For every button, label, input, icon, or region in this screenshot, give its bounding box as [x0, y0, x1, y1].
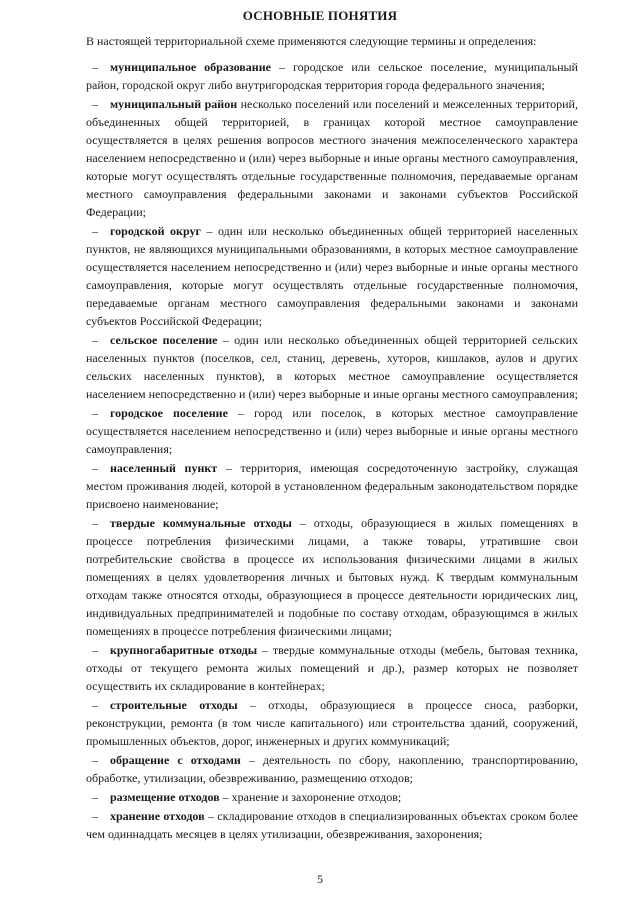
term-name: муниципальное образование — [110, 60, 271, 74]
term-name: населенный пункт — [110, 461, 218, 475]
term-item — [86, 751, 578, 787]
intro-text: В настоящей территориальной схеме применяются следующие термины и определения: — [86, 34, 537, 48]
term-name: размещение отходов — [110, 790, 220, 804]
term-dash: – — [92, 60, 98, 74]
term-name: муниципальный район — [110, 97, 238, 111]
term-dash: – — [92, 333, 98, 347]
term-name: городской округ — [110, 224, 201, 238]
term-dash: – — [92, 97, 98, 111]
term-dash: – — [92, 461, 98, 475]
term-item — [86, 95, 578, 221]
term-item — [86, 222, 578, 330]
term-definition: – отходы, образующиеся в жилых помещениях в процессе потребления физическими лицами, а также товары, утратившие свои потребительские свойства в процессе их использования физическими лицами в жилых помещениях в целях удовлетворения личных и бытовых нужд. К твердым коммунальным отходам также относятся отходы, образующиеся в процессе деятельности юридических лиц, индивидуальных предпринимателей и подобные по составу отходам, образующимся в жилых помещениях в процессе потребления физическими лицами; — [86, 516, 579, 638]
term-dash: – — [92, 790, 98, 804]
term-item — [86, 696, 578, 750]
page-number: 5 — [317, 872, 323, 886]
terms-list — [86, 58, 578, 844]
term-definition: – деятельность по сбору, накоплению, транспортированию, обработке, утилизации, обезвреживанию, размещению отходов; — [86, 753, 579, 785]
term-item — [86, 641, 578, 695]
term-item — [86, 514, 578, 640]
term-dash: – — [92, 753, 98, 767]
term-dash: – — [92, 698, 98, 712]
term-definition: – территория, имеющая сосредоточенную застройку, служащая местом проживания людей, которой в установленном федеральным законодательством порядке присвоено наименование; — [86, 461, 578, 511]
term-item — [86, 58, 578, 94]
term-dash: – — [92, 224, 98, 238]
term-name: твердые коммунальные отходы — [110, 516, 292, 530]
term-name: строительные отходы — [110, 698, 238, 712]
term-name: городское поселение — [110, 406, 228, 420]
term-definition: – хранение и захоронение отходов; — [219, 790, 402, 804]
term-name: крупногабаритные отходы — [110, 643, 258, 657]
term-name: хранение отходов — [110, 809, 205, 823]
term-definition: – отходы, образующиеся в процессе сноса, разборки, реконструкции, ремонта (в том числе капитального) или строительства зданий, сооружений, промышленных объектов, дорог, инженерных и других коммуникаций; — [86, 698, 578, 748]
term-name: обращение с отходами — [110, 753, 241, 767]
term-definition: – городское или сельское поселение, муниципальный район, городской округ либо внутригородская территория города федерального значения; — [86, 60, 578, 92]
term-item — [86, 331, 578, 403]
page-title: ОСНОВНЫЕ ПОНЯТИЯ — [242, 8, 398, 23]
term-item — [86, 404, 578, 458]
term-dash: – — [92, 643, 98, 657]
term-definition: – город или поселок, в которых местное самоуправление осуществляется населением непосредственно и (или) через выборные и иные органы местного самоуправления; — [86, 406, 578, 456]
term-definition: – твердые коммунальные отходы (мебель, бытовая техника, отходы от текущего ремонта жилых помещений и др.), размер которых не позволяет осуществить их складирование в контейнерах; — [86, 643, 579, 693]
term-item — [86, 807, 578, 843]
term-dash: – — [92, 516, 98, 530]
term-item — [86, 788, 578, 806]
term-name: сельское поселение — [110, 333, 218, 347]
term-definition: – один или несколько объединенных общей территорией населенных пунктов, не являющихся муниципальными образованиями, в которых местное самоуправление осуществляется населением непосредственно и (или) через выборные и иные органы местного самоуправления, которые могут осуществлять отдельные государственные полномочия, передаваемые органам местного самоуправления федеральными законами и законами субъектов Российской Федерации; — [86, 224, 578, 328]
term-definition: – складирование отходов в специализированных объектах сроком более чем одиннадцать месяцев в целях утилизации, обезвреживания, захоронения; — [86, 809, 578, 841]
term-dash: – — [92, 406, 98, 420]
term-definition: – один или несколько объединенных общей территорией сельских населенных пунктов (поселков, сел, станиц, деревень, хуторов, кишлаков, аулов и других сельских населенных пунктов), в которых местное самоуправление осуществляется населением непосредственно и (или) через выборные и иные органы местного самоуправления; — [86, 333, 578, 401]
term-definition: несколько поселений или поселений и межселенных территорий, объединенных общей территорией, в границах которой местное самоуправление осуществляется в целях решения вопросов местного значения межпоселенческого характера населением непосредственно и (или) через выборные и иные органы местного самоуправления, которые могут осуществлять отдельные государственные полномочия, передаваемые органам местного самоуправления федеральными законами и законами субъектов Российской Федерации; — [86, 97, 578, 219]
term-dash: – — [92, 809, 98, 823]
term-item — [86, 459, 578, 513]
